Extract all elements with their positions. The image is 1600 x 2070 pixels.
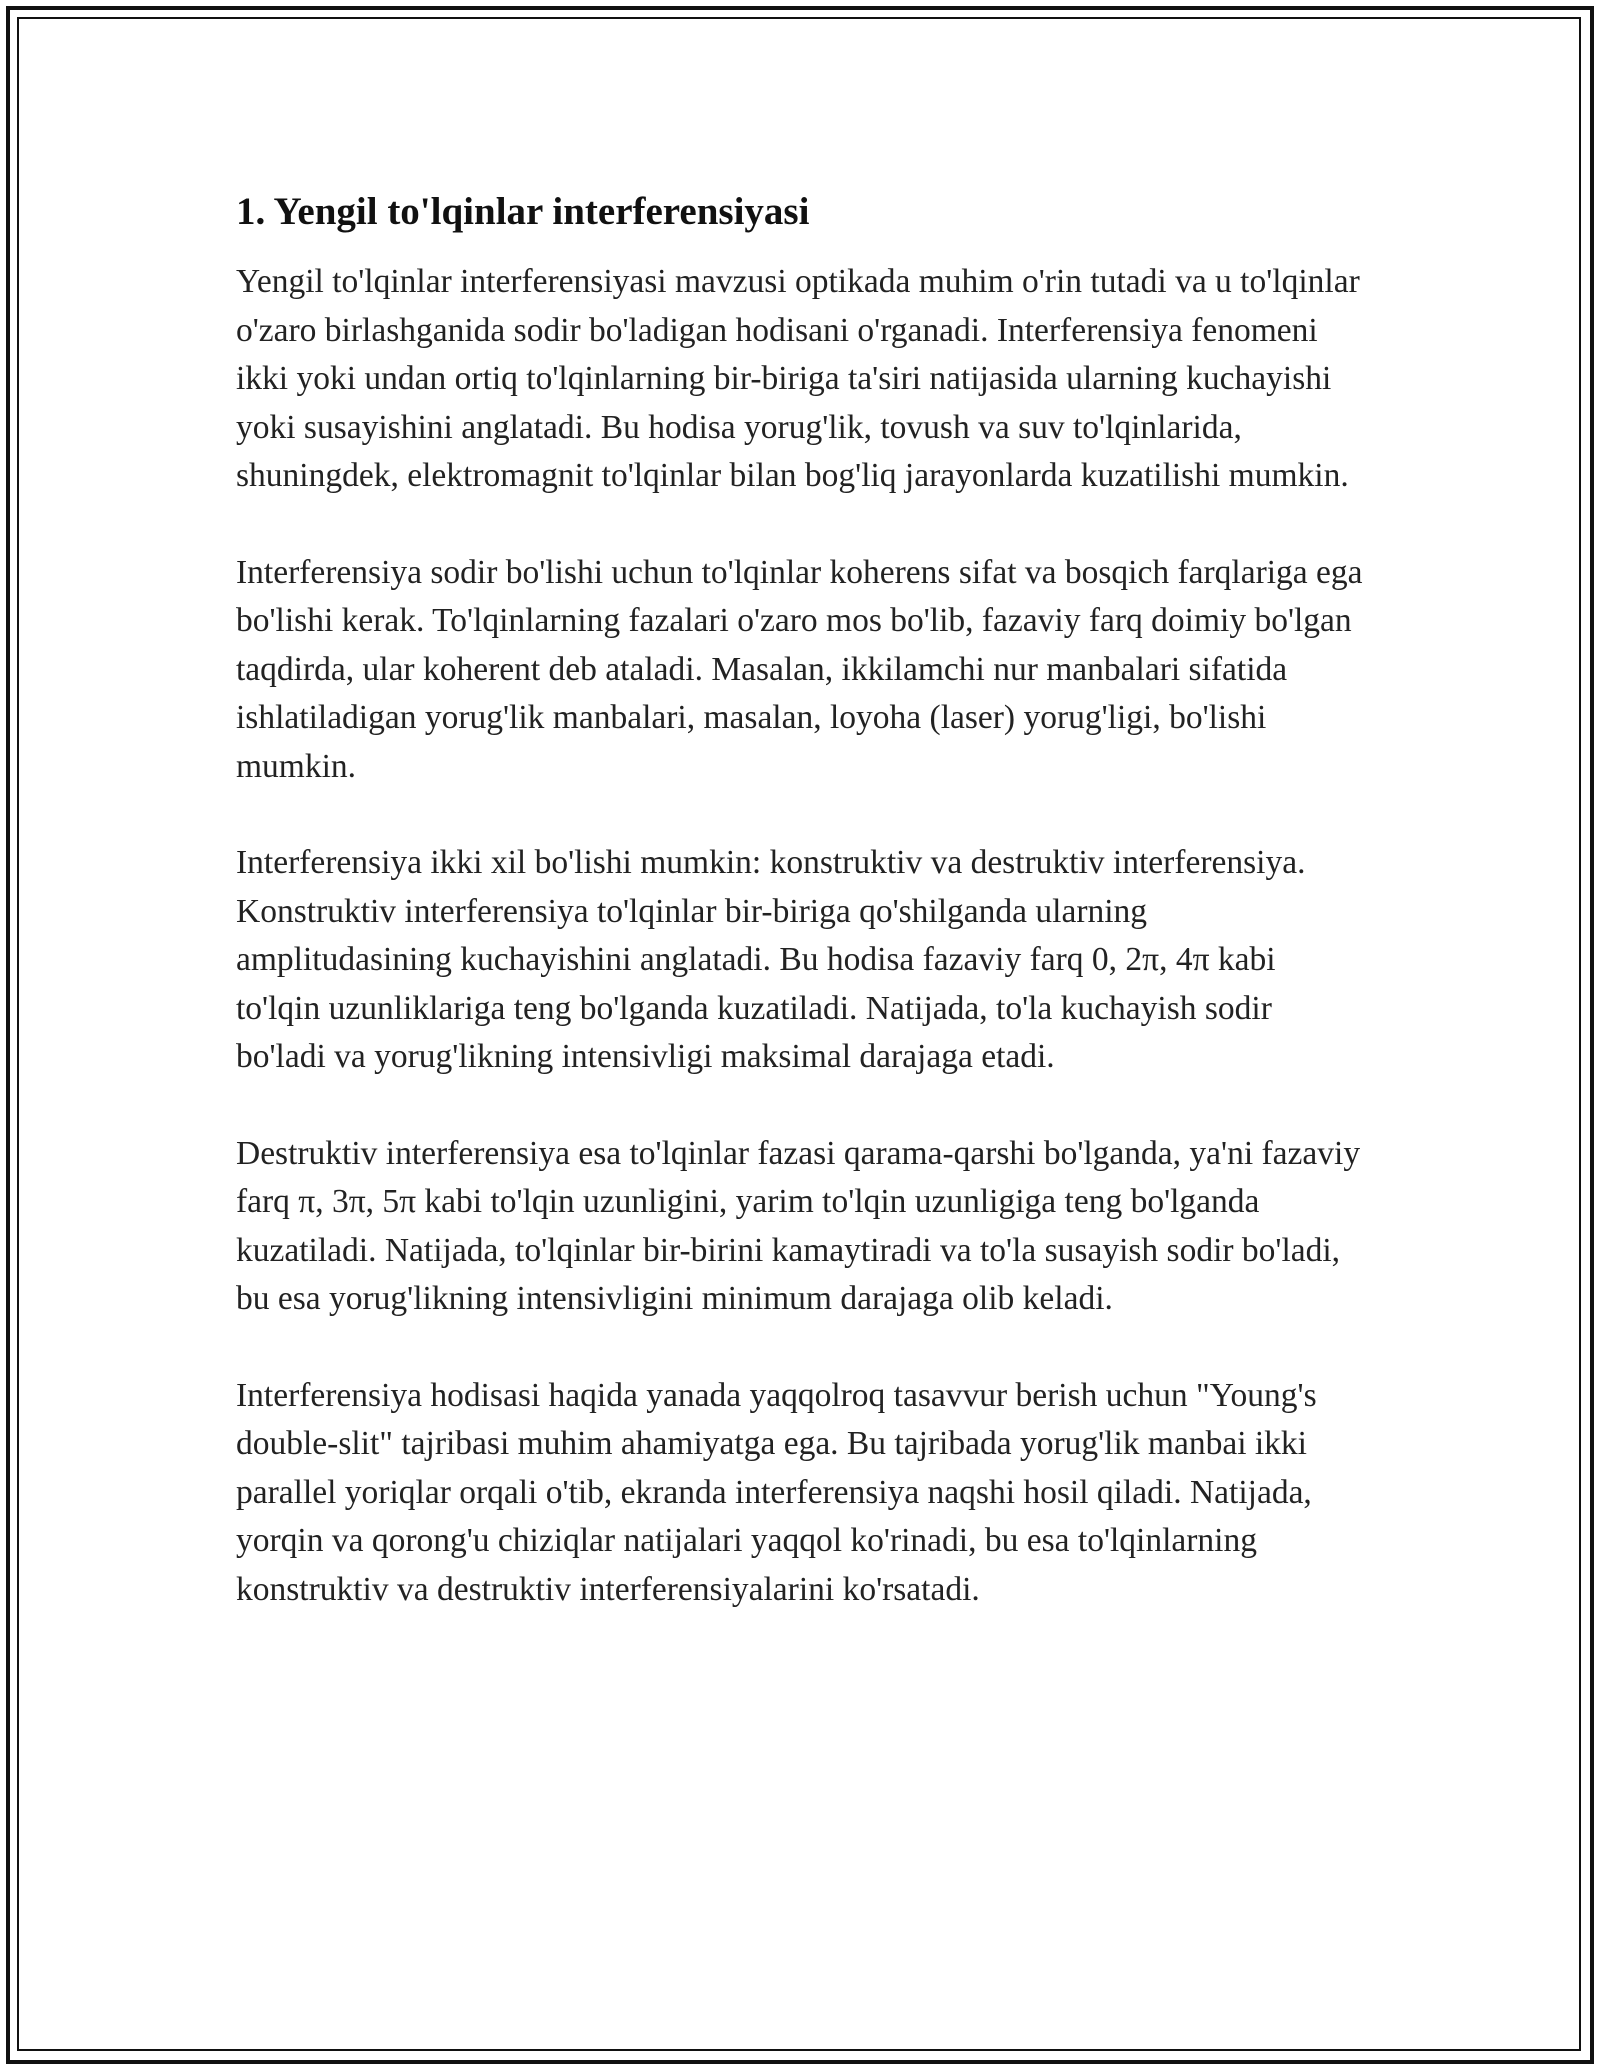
paragraph-destructive: Destruktiv interferensiya esa to'lqinlar fazasi qarama-qarshi bo'lganda, ya'ni fazaviy farq π, 3π, 5π kabi to'lqin uzunligini, yarim to'lqin uzunligiga teng bo'lganda kuzatiladi. Natijada, to'lqinlar bir-birini kamaytiradi va to'la susayish sodir bo'ladi, bu esa yorug'likning intensivligini minimum darajaga olib keladi. [236,1134,1361,1317]
page-title: 1. Yengil to'lqinlar interferensiyasi [236,190,810,233]
paragraph-constructive: Interferensiya ikki xil bo'lishi mumkin: konstruktiv va destruktiv interferensiya. Konstruktiv interferensiya to'lqinlar bir-biriga qo'shilganda ularning amplitudasining kuchayishini anglatadi. Bu hodisa fazaviy farq 0, 2π, 4π kabi to'lqin uzunliklariga teng bo'lganda kuzatiladi. Natijada, to'la kuchayish sodir bo'ladi va yorug'likning intensivligi maksimal darajaga etadi. [236,844,1306,1075]
paragraph-coherence: Interferensiya sodir bo'lishi uchun to'lqinlar koherens sifat va bosqich farqlariga ega bo'lishi kerak. To'lqinlarning fazalari o'zaro mos bo'lib, fazaviy farq doimiy bo'lgan taqdirda, ular koherent deb ataladi. Masalan, ikkilamchi nur manbalari sifatida ishlatiladigan yorug'lik manbalari, masalan, loyoha (laser) yorug'ligi, bo'lishi mumkin. [236,553,1363,785]
document-body [236,188,1364,1662]
paragraph-intro: Yengil to'lqinlar interferensiyasi mavzusi optikada muhim o'rin tutadi va u to'lqinlar o'zaro birlashganida sodir bo'ladigan hodisani o'rganadi. Interferensiya fenomeni ikki yoki undan ortiq to'lqinlarning bir-biriga ta'siri natijasida ularning kuchayishi yoki susayishini anglatadi. Bu hodisa yorug'lik, tovush va suv to'lqinlarida, shuningdek, elektromagnit to'lqinlar bilan bog'liq jarayonlarda kuzatilishi mumkin. [236,263,1360,494]
paragraph-young-experiment: Interferensiya hodisasi haqida yanada yaqqolroq tasavvur berish uchun "Young's double-slit" tajribasi muhim ahamiyatga ega. Bu tajribada yorug'lik manbai ikki parallel yoriqlar orqali o'tib, ekranda interferensiya naqshi hosil qiladi. Natijada, yorqin va qorong'u chiziqlar natijalari yaqqol ko'rinadi, bu esa to'lqinlarning konstruktiv va destruktiv interferensiyalarini ko'rsatadi. [236,1376,1317,1608]
